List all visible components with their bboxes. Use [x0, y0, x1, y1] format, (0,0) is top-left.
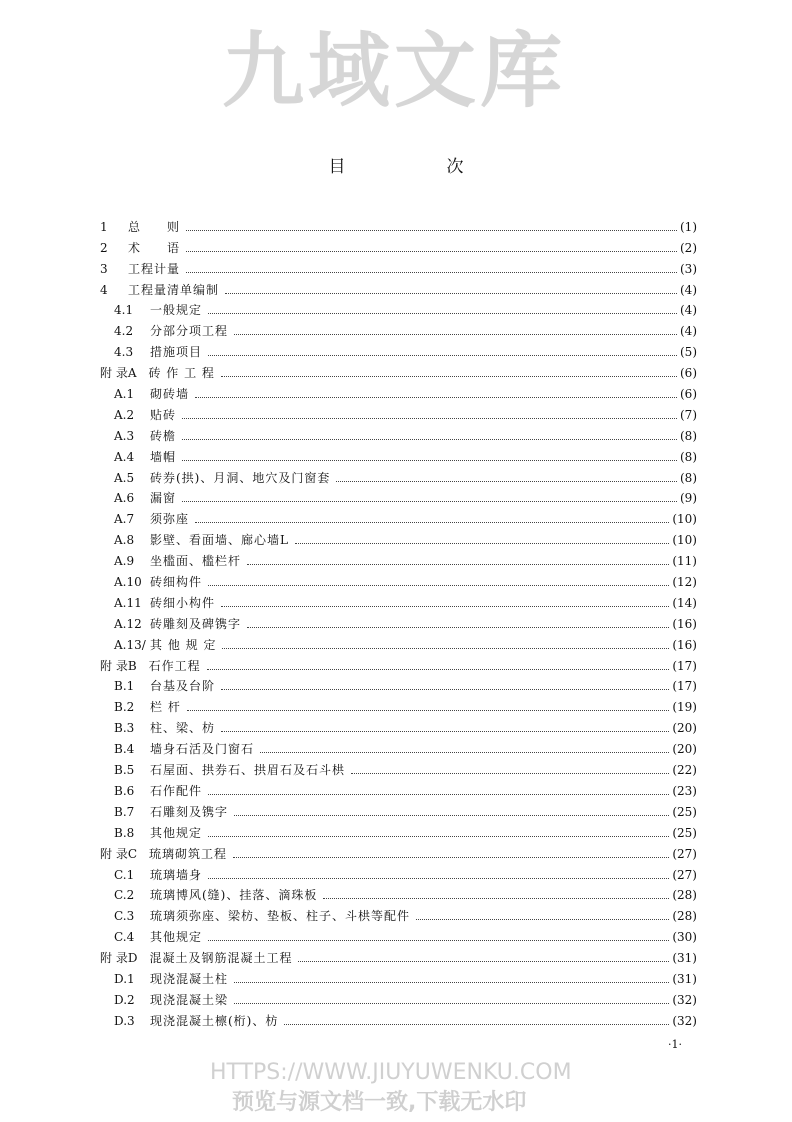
toc-entry-number: B.5	[114, 763, 135, 778]
toc-entry-title: 砌砖墙	[150, 387, 190, 402]
toc-entry-title: 总 则	[128, 219, 181, 234]
toc-entry[interactable]	[100, 589, 697, 610]
toc-entry-title: 漏窗	[150, 491, 177, 506]
toc-entry-title: 柱、梁、枋	[150, 721, 216, 736]
dot-leader	[182, 501, 677, 502]
toc-entry-title: 术 语	[128, 240, 181, 255]
toc-entry-number: A.7	[114, 512, 135, 527]
toc-entry-number: C.1	[114, 867, 135, 882]
toc-entry-page: (28)	[672, 909, 697, 924]
toc-entry[interactable]	[100, 923, 697, 944]
dot-leader	[284, 1024, 669, 1025]
toc-entry-page: (8)	[680, 428, 697, 443]
toc-entry-page: (5)	[680, 345, 697, 360]
toc-entry-page: (6)	[680, 366, 697, 381]
table-of-contents	[100, 213, 697, 1028]
toc-entry-number: A.4	[114, 449, 135, 464]
toc-entry[interactable]	[100, 777, 697, 798]
toc-entry[interactable]	[100, 443, 697, 464]
toc-entry[interactable]	[100, 714, 697, 735]
toc-entry-title: 措施项目	[150, 345, 203, 360]
toc-entry[interactable]	[100, 297, 697, 318]
toc-entry-number: A.10	[114, 575, 142, 590]
dot-leader	[208, 878, 669, 879]
toc-entry-number: 附 录C	[100, 846, 137, 861]
toc-entry-page: (10)	[672, 533, 697, 548]
toc-entry-number: A.13/	[114, 637, 146, 652]
toc-entry-page: (28)	[672, 888, 697, 903]
toc-entry-number: B.4	[114, 742, 135, 757]
toc-entry-page: (22)	[672, 763, 697, 778]
toc-entry-title: 琉璃博风(缝)、挂落、滴珠板	[150, 888, 318, 903]
toc-entry-page: (19)	[672, 700, 697, 715]
dot-leader	[208, 355, 677, 356]
toc-entry-title: 琉璃墙身	[150, 867, 203, 882]
toc-entry-title: 石作工程	[148, 658, 201, 673]
toc-entry-title: 贴砖	[150, 407, 177, 422]
dot-leader	[234, 982, 669, 983]
toc-entry-number: C.2	[114, 888, 135, 903]
dot-leader	[221, 689, 669, 690]
toc-entry-number: A.6	[114, 491, 135, 506]
toc-entry[interactable]	[100, 693, 697, 714]
toc-entry-number: B.2	[114, 700, 135, 715]
toc-entry-page: (12)	[672, 575, 697, 590]
dot-leader	[207, 669, 670, 670]
dot-leader	[208, 794, 669, 795]
dot-leader	[186, 230, 677, 231]
toc-entry-title: 砖细构件	[150, 575, 203, 590]
toc-entry[interactable]	[100, 1007, 697, 1028]
toc-entry[interactable]	[100, 861, 697, 882]
toc-entry[interactable]	[100, 234, 697, 255]
toc-entry[interactable]	[100, 359, 697, 380]
dot-leader	[234, 334, 677, 335]
toc-entry-page: (23)	[672, 783, 697, 798]
toc-entry[interactable]	[100, 338, 697, 359]
toc-entry[interactable]	[100, 547, 697, 568]
toc-entry[interactable]	[100, 526, 697, 547]
toc-entry-title: 现浇混凝土柱	[150, 971, 229, 986]
toc-entry[interactable]	[100, 798, 697, 819]
toc-entry-number: C.4	[114, 930, 135, 945]
toc-entry-page: (2)	[680, 240, 697, 255]
toc-entry-title: 栏 杆	[150, 700, 181, 715]
toc-entry-number: 附 录A	[100, 366, 137, 381]
toc-entry[interactable]	[100, 673, 697, 694]
dot-leader	[208, 836, 669, 837]
toc-entry-title: 石雕刻及镌字	[150, 804, 229, 819]
dot-leader	[234, 815, 669, 816]
toc-entry[interactable]	[100, 213, 697, 234]
toc-entry-page: (32)	[672, 1013, 697, 1028]
dot-leader	[186, 272, 677, 273]
toc-entry[interactable]	[100, 882, 697, 903]
watermark-logo: 九域文库	[222, 24, 567, 119]
dot-leader	[416, 919, 669, 920]
toc-entry[interactable]	[100, 819, 697, 840]
toc-entry-number: A.5	[114, 470, 135, 485]
toc-entry-number: D.2	[114, 992, 135, 1007]
toc-entry[interactable]	[100, 255, 697, 276]
toc-entry-page: (7)	[680, 407, 697, 422]
dot-leader	[208, 313, 677, 314]
toc-entry-title: 琉璃须弥座、梁枋、垫板、柱子、斗栱等配件	[150, 909, 411, 924]
toc-entry[interactable]	[100, 422, 697, 443]
toc-entry-number: A.12	[114, 616, 142, 631]
dot-leader	[182, 439, 677, 440]
toc-entry-number: B.1	[114, 679, 135, 694]
toc-entry-number: 附 录D	[100, 951, 138, 966]
toc-entry-page: (1)	[680, 219, 697, 234]
toc-entry[interactable]	[100, 610, 697, 631]
dot-leader	[221, 731, 669, 732]
toc-entry-page: (14)	[672, 595, 697, 610]
toc-entry-title: 石作配件	[150, 783, 203, 798]
toc-entry-number: 4.2	[114, 324, 134, 339]
toc-entry[interactable]	[100, 965, 697, 986]
toc-entry-page: (4)	[680, 324, 697, 339]
dot-leader	[208, 940, 669, 941]
dot-leader	[208, 585, 669, 586]
toc-entry-title: 砖 作 工 程	[148, 366, 215, 381]
page-title: 目 次	[328, 157, 506, 177]
dot-leader	[182, 460, 677, 461]
toc-entry[interactable]	[100, 631, 697, 652]
toc-entry-title: 砖雕刻及碑镌字	[150, 616, 242, 631]
toc-entry-number: 4.1	[114, 303, 134, 318]
toc-entry[interactable]	[100, 986, 697, 1007]
toc-entry-title: 混凝土及钢筋混凝土工程	[149, 951, 293, 966]
toc-entry[interactable]	[100, 944, 697, 965]
toc-entry-page: (4)	[680, 282, 697, 297]
toc-entry[interactable]	[100, 317, 697, 338]
toc-entry-number: A.9	[114, 554, 135, 569]
dot-leader	[351, 773, 669, 774]
toc-entry-number: 4.3	[114, 345, 134, 360]
toc-entry[interactable]	[100, 464, 697, 485]
toc-entry-number: B.8	[114, 825, 135, 840]
dot-leader	[336, 481, 677, 482]
toc-entry-page: (31)	[672, 971, 697, 986]
toc-entry[interactable]	[100, 401, 697, 422]
toc-entry[interactable]	[100, 380, 697, 401]
dot-leader	[247, 627, 669, 628]
toc-entry-number: 1	[100, 219, 108, 234]
dot-leader	[221, 606, 669, 607]
dot-leader	[247, 564, 669, 565]
toc-entry[interactable]	[100, 652, 697, 673]
toc-entry-title: 其 他 规 定	[150, 637, 217, 652]
toc-entry-page: (27)	[672, 867, 697, 882]
toc-entry-page: (11)	[672, 554, 697, 569]
toc-entry-title: 其他规定	[150, 825, 203, 840]
dot-leader	[295, 543, 669, 544]
toc-entry-title: 琉璃砌筑工程	[149, 846, 228, 861]
dot-leader	[260, 752, 669, 753]
toc-entry-number: B.6	[114, 783, 135, 798]
toc-entry-number: B.7	[114, 804, 135, 819]
toc-entry-title: 砖券(拱)、月洞、地穴及门窗套	[150, 470, 331, 485]
toc-entry-title: 砖细小构件	[150, 595, 216, 610]
dot-leader	[195, 522, 669, 523]
toc-entry-number: A.3	[114, 428, 135, 443]
toc-entry[interactable]	[100, 568, 697, 589]
page-number: ·1·	[668, 1038, 682, 1051]
toc-entry-title: 坐槛面、槛栏杆	[150, 554, 242, 569]
toc-entry-page: (17)	[672, 658, 697, 673]
toc-entry-page: (20)	[672, 742, 697, 757]
dot-leader	[182, 418, 677, 419]
toc-entry-page: (10)	[672, 512, 697, 527]
toc-entry-page: (4)	[680, 303, 697, 318]
toc-entry-page: (8)	[680, 449, 697, 464]
toc-entry-number: 4	[100, 282, 108, 297]
toc-entry-title: 分部分项工程	[150, 324, 229, 339]
toc-entry-page: (16)	[672, 616, 697, 631]
toc-entry[interactable]	[100, 756, 697, 777]
dot-leader	[195, 397, 677, 398]
toc-entry-page: (8)	[680, 470, 697, 485]
dot-leader	[298, 961, 669, 962]
watermark-notice: 预览与源文档一致,下载无水印	[232, 1090, 527, 1115]
toc-entry-page: (30)	[672, 930, 697, 945]
toc-entry-page: (31)	[672, 951, 697, 966]
dot-leader	[221, 376, 677, 377]
toc-entry[interactable]	[100, 902, 697, 923]
toc-entry-number: A.1	[114, 387, 135, 402]
toc-entry-title: 其他规定	[150, 930, 203, 945]
toc-entry[interactable]	[100, 276, 697, 297]
toc-entry-number: 2	[100, 240, 108, 255]
watermark-url: HTTPS://WWW.JIUYUWENKU.COM	[210, 1060, 572, 1085]
toc-entry-page: (3)	[680, 261, 697, 276]
toc-entry-number: D.3	[114, 1013, 135, 1028]
toc-entry-title: 现浇混凝土梁	[150, 992, 229, 1007]
dot-leader	[234, 1003, 669, 1004]
toc-entry-title: 现浇混凝土檩(桁)、枋	[150, 1013, 279, 1028]
toc-entry-page: (9)	[680, 491, 697, 506]
toc-entry-title: 墙身石活及门窗石	[150, 742, 255, 757]
dot-leader	[222, 648, 669, 649]
toc-entry-number: 附 录B	[100, 658, 137, 673]
toc-entry-title: 一般规定	[150, 303, 203, 318]
toc-entry-number: B.3	[114, 721, 135, 736]
dot-leader	[187, 710, 670, 711]
toc-entry[interactable]	[100, 735, 697, 756]
toc-entry[interactable]	[100, 840, 697, 861]
toc-entry-page: (17)	[672, 679, 697, 694]
dot-leader	[233, 857, 669, 858]
toc-entry-page: (25)	[672, 825, 697, 840]
toc-entry-page: (32)	[672, 992, 697, 1007]
toc-entry-title: 影壁、看面墙、廊心墙L	[150, 533, 289, 548]
dot-leader	[186, 251, 677, 252]
toc-entry-title: 石屋面、拱券石、拱眉石及石斗栱	[150, 763, 346, 778]
toc-entry-page: (25)	[672, 804, 697, 819]
toc-entry-number: 3	[100, 261, 108, 276]
toc-entry-number: A.2	[114, 407, 135, 422]
toc-entry-title: 须弥座	[150, 512, 190, 527]
toc-entry[interactable]	[100, 505, 697, 526]
toc-entry-title: 工程量清单编制	[128, 282, 220, 297]
toc-entry-page: (27)	[672, 846, 697, 861]
toc-entry-title: 砖檐	[150, 428, 177, 443]
toc-entry-title: 台基及台阶	[150, 679, 216, 694]
toc-entry-page: (20)	[672, 721, 697, 736]
toc-entry-number: D.1	[114, 971, 135, 986]
toc-entry-page: (16)	[672, 637, 697, 652]
toc-entry-number: C.3	[114, 909, 135, 924]
dot-leader	[323, 898, 669, 899]
dot-leader	[225, 293, 677, 294]
toc-entry-title: 工程计量	[128, 261, 181, 276]
toc-entry-number: A.8	[114, 533, 135, 548]
toc-entry[interactable]	[100, 485, 697, 506]
toc-entry-title: 墙帽	[150, 449, 177, 464]
toc-entry-page: (6)	[680, 387, 697, 402]
toc-entry-number: A.11	[114, 595, 142, 610]
